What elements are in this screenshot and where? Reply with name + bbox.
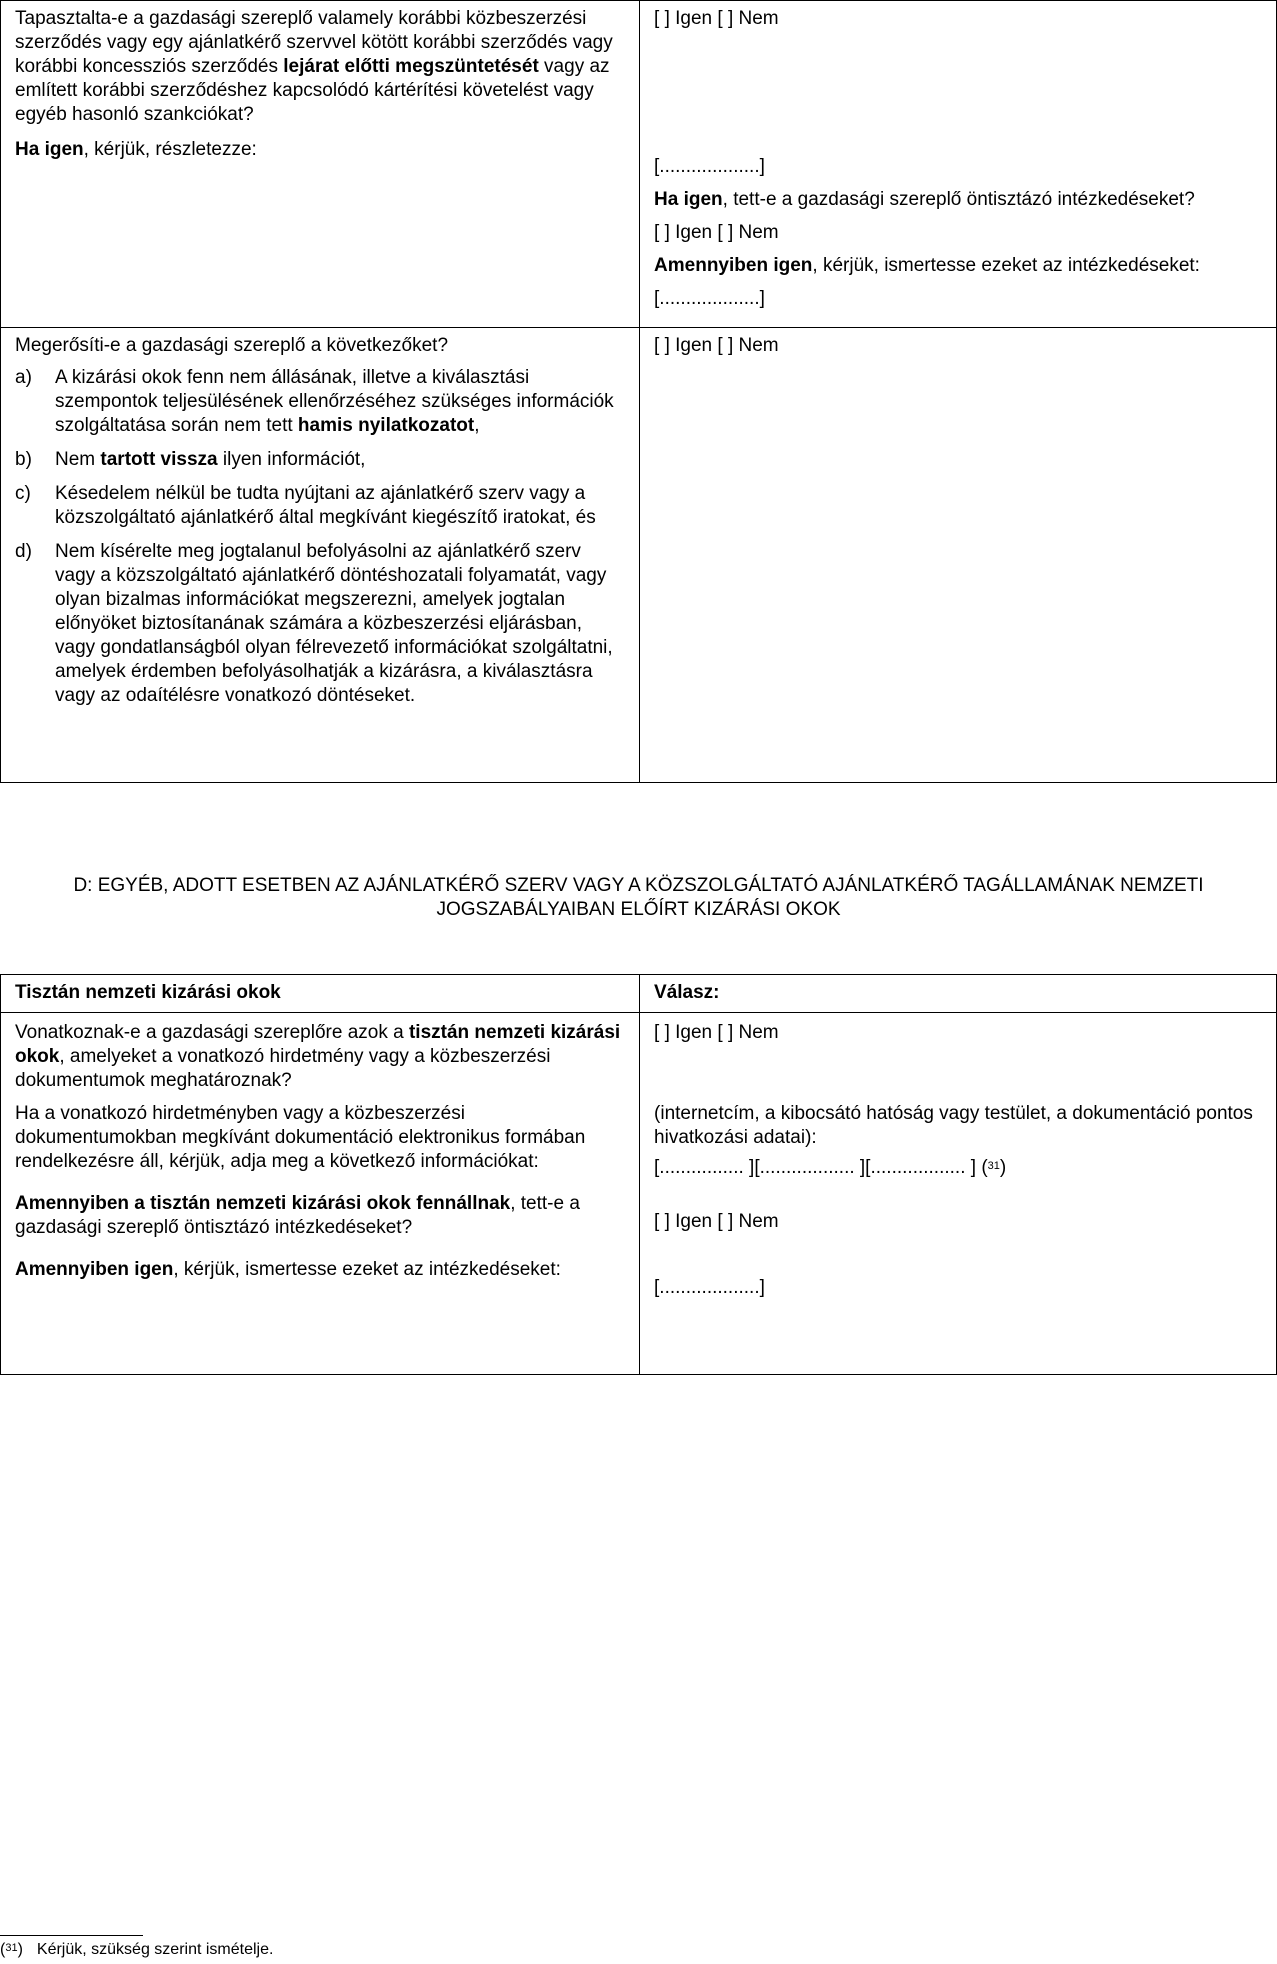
footnote-ref: 31	[987, 1160, 1000, 1172]
table-row	[1, 328, 1277, 783]
measures-blank[interactable]: [...................]	[654, 288, 765, 309]
answer-cell	[640, 328, 1277, 783]
answer-cell	[640, 1, 1277, 328]
column-header: Válasz:	[640, 975, 1277, 1013]
table-row	[1, 1, 1277, 328]
answer-cell	[640, 1013, 1277, 1375]
yes-no-choice[interactable]: [ ] Igen [ ] Nem	[654, 335, 779, 356]
doc-reference-blanks[interactable]: [................ ][.................. ][.................. ] ($^{31}$)	[654, 1157, 1007, 1178]
self-cleaning-question: Ha igen, tett-e a gazdasági szereplő öntisztázó intézkedéseket?	[654, 189, 1195, 210]
national-exclusion-table	[0, 974, 1277, 1375]
doc-reference-label: (internetcím, a kibocsátó hatóság vagy testület, a dokumentáció pontos hivatkozási adatai):	[654, 1103, 1253, 1148]
details-prompt: Ha igen, kérjük, részletezze:	[15, 139, 257, 160]
question-cell	[1, 1, 640, 328]
details-blank[interactable]: [...................]	[654, 156, 765, 177]
exclusion-table-top	[0, 0, 1277, 783]
measures-prompt: Amennyiben igen, kérjük, ismertesse ezeket az intézkedéseket:	[15, 1259, 561, 1280]
yes-no-choice[interactable]: [ ] Igen [ ] Nem	[654, 8, 779, 29]
section-d-title: D: EGYÉB, ADOTT ESETBEN AZ AJÁNLATKÉRŐ SZERV VAGY A KÖZSZOLGÁLTATÓ AJÁNLATKÉRŐ TAGÁLLAMÁNAK NEMZETI JOGSZABÁLYAIBAN ELŐÍRT KIZÁRÁSI OKOK	[73, 875, 1204, 920]
table-row	[1, 1013, 1277, 1375]
list-item: b) Nem tartott vissza ilyen információt,	[15, 449, 366, 470]
question-cell	[1, 1013, 640, 1375]
yes-no-choice[interactable]: [ ] Igen [ ] Nem	[654, 1022, 779, 1043]
list-item: c) Késedelem nélkül be tudta nyújtani az ajánlatkérő szerv vagy a közszolgáltató ajánlatkérő által megkívánt kiegészítő iratokat, és	[15, 483, 596, 528]
list-item: a) A kizárási okok fenn nem állásának, illetve a kiválasztási szempontok teljesülésének ellenőrzéséhez szükséges információk szolgáltatása során nem tett hamis nyilatkozatot,	[15, 367, 614, 436]
measures-blank[interactable]: [...................]	[654, 1277, 765, 1298]
measures-prompt: Amennyiben igen, kérjük, ismertesse ezeket az intézkedéseket:	[654, 255, 1200, 276]
column-header: Tisztán nemzeti kizárási okok	[1, 975, 640, 1013]
list-item: d) Nem kísérelte meg jogtalanul befolyásolni az ajánlatkérő szerv vagy a közszolgáltató ajánlatkérő döntéshozatali folyamatát, vagy olyan bizalmas információkat megszerezni, amelyek jogtalan előnyöket biztosítanának számára a közbeszerzési eljárásban, vagy gondatlanságból olyan félrevezető információkat szolgáltatni, amelyek érdemben befolyásolhatják a kizárásra, a kiválasztásra vagy az odaítélésre vonatkozó döntéseket.	[15, 541, 613, 706]
confirmation-cell	[1, 328, 640, 783]
self-cleaning-choice[interactable]: [ ] Igen [ ] Nem	[654, 1211, 779, 1232]
termination-question: Tapasztalta-e a gazdasági szereplő valamely korábbi közbeszerzési szerződés vagy egy ajánlatkérő szervvel kötött korábbi szerződés vagy korábbi koncessziós szerződés lejárat előtti megszüntetését vagy az említett korábbi szerződéshez kapcsolódó kártérítési követelést vagy egyéb hasonló szankciókat?	[15, 8, 613, 125]
self-cleaning-choice[interactable]: [ ] Igen [ ] Nem	[654, 222, 779, 243]
footnote: ($^{31}$) Kérjük, szükség szerint ismételje.	[0, 1941, 274, 1958]
confirmation-intro: Megerősíti-e a gazdasági szereplő a következőket?	[15, 335, 449, 356]
national-grounds-question: Vonatkoznak-e a gazdasági szereplőre azok a tisztán nemzeti kizárási okok, amelyeket a vonatkozó hirdetmény vagy a közbeszerzési dokumentumok meghatároznak?	[15, 1022, 621, 1091]
table-header-row	[1, 975, 1277, 1013]
electronic-docs-prompt: Ha a vonatkozó hirdetményben vagy a közbeszerzési dokumentumokban megkívánt dokumentáció elektronikus formában rendelkezésre áll, kérjük, adja meg a következő információkat:	[15, 1103, 586, 1172]
footnote-divider	[0, 1935, 143, 1936]
self-cleaning-question: Amennyiben a tisztán nemzeti kizárási okok fennállnak, tett-e a gazdasági szereplő öntisztázó intézkedéseket?	[15, 1193, 580, 1238]
